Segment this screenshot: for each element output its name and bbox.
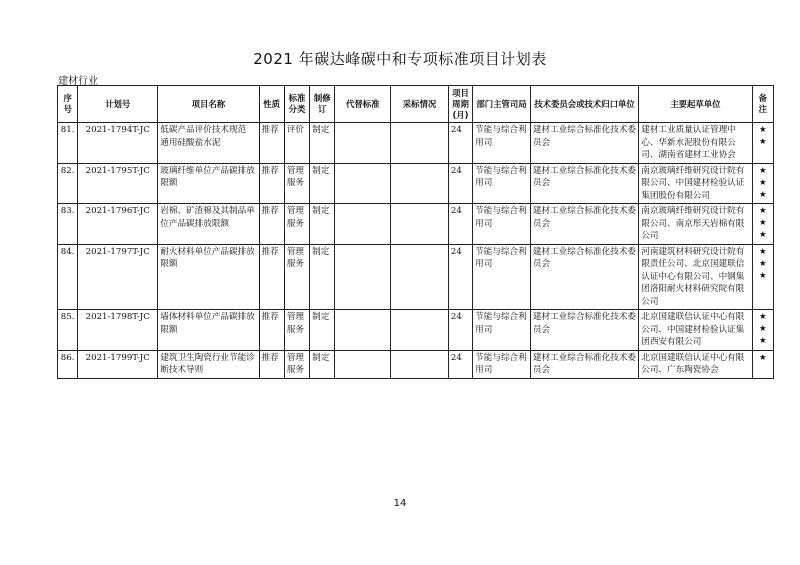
cell-nature: 推荐 bbox=[259, 163, 284, 204]
table-header-row bbox=[58, 86, 774, 123]
cell-project-name: 耐火材料单位产品碳排放限额 bbox=[158, 244, 259, 310]
cell-committee: 建材工业综合标准化技术委员会 bbox=[530, 310, 638, 351]
cell-period: 24 bbox=[448, 204, 472, 245]
header-project-name: 项目名称 bbox=[158, 86, 259, 123]
cell-revision: 制定 bbox=[310, 350, 335, 378]
cell-revision: 制定 bbox=[310, 244, 335, 310]
cell-seq: 81. bbox=[58, 123, 78, 164]
header-remark: 备注 bbox=[752, 86, 773, 123]
cell-category: 管理服务 bbox=[284, 244, 309, 310]
cell-seq: 86. bbox=[58, 350, 78, 378]
cell-plan-no: 2021-1797T-JC bbox=[78, 244, 158, 310]
cell-replace bbox=[335, 310, 391, 351]
cell-adopt bbox=[391, 310, 449, 351]
cell-nature: 推荐 bbox=[259, 310, 284, 351]
cell-plan-no: 2021-1799T-JC bbox=[78, 350, 158, 378]
cell-adopt bbox=[391, 123, 449, 164]
cell-project-name: 低碳产品评价技术规范 通用硅酸盐水泥 bbox=[158, 123, 259, 164]
table-row bbox=[58, 350, 774, 378]
table-row bbox=[58, 244, 774, 310]
cell-period: 24 bbox=[448, 310, 472, 351]
cell-nature: 推荐 bbox=[259, 123, 284, 164]
cell-replace bbox=[335, 123, 391, 164]
table-row bbox=[58, 204, 774, 245]
cell-revision: 制定 bbox=[310, 204, 335, 245]
cell-category: 管理服务 bbox=[284, 310, 309, 351]
cell-drafter: 北京国建联信认证中心有限公司、广东陶瓷协会 bbox=[639, 350, 752, 378]
cell-seq: 82. bbox=[58, 163, 78, 204]
cell-adopt bbox=[391, 204, 449, 245]
cell-drafter: 南京玻璃纤维研究设计院有限公司、南京彤天岩棉有限公司 bbox=[639, 204, 752, 245]
cell-nature: 推荐 bbox=[259, 204, 284, 245]
cell-seq: 84. bbox=[58, 244, 78, 310]
header-replace: 代替标准 bbox=[335, 86, 391, 123]
cell-replace bbox=[335, 163, 391, 204]
cell-period: 24 bbox=[448, 163, 472, 204]
cell-drafter: 北京国建联信认证中心有限公司、中国建材检验认证集团西安有限公司 bbox=[639, 310, 752, 351]
cell-drafter: 南京玻璃纤维研究设计院有限公司、中国建材检验认证集团股份有限公司 bbox=[639, 163, 752, 204]
cell-remark: ★ ★ ★ bbox=[752, 163, 773, 204]
cell-committee: 建材工业综合标准化技术委员会 bbox=[530, 204, 638, 245]
cell-dept: 节能与综合利用司 bbox=[473, 163, 531, 204]
standards-table bbox=[57, 85, 774, 379]
table-row bbox=[58, 163, 774, 204]
cell-drafter: 建材工业质量认证管理中心、华新水泥股份有限公司、湖南省建材工业协会 bbox=[639, 123, 752, 164]
cell-plan-no: 2021-1795T-JC bbox=[78, 163, 158, 204]
cell-dept: 节能与综合利用司 bbox=[473, 204, 531, 245]
cell-remark: ★ ★ ★ bbox=[752, 244, 773, 310]
cell-committee: 建材工业综合标准化技术委员会 bbox=[530, 163, 638, 204]
table-row bbox=[58, 123, 774, 164]
cell-dept: 节能与综合利用司 bbox=[473, 350, 531, 378]
cell-nature: 推荐 bbox=[259, 350, 284, 378]
cell-nature: 推荐 bbox=[259, 244, 284, 310]
cell-revision: 制定 bbox=[310, 123, 335, 164]
industry-label: 建材行业 bbox=[58, 76, 98, 87]
cell-period: 24 bbox=[448, 123, 472, 164]
table-row bbox=[58, 310, 774, 351]
page-number: 14 bbox=[393, 498, 407, 509]
cell-project-name: 玻璃纤维单位产品碳排放限额 bbox=[158, 163, 259, 204]
cell-plan-no: 2021-1796T-JC bbox=[78, 204, 158, 245]
cell-category: 管理服务 bbox=[284, 350, 309, 378]
cell-category: 管理服务 bbox=[284, 163, 309, 204]
cell-seq: 85. bbox=[58, 310, 78, 351]
cell-adopt bbox=[391, 244, 449, 310]
cell-period: 24 bbox=[448, 350, 472, 378]
cell-adopt bbox=[391, 350, 449, 378]
cell-revision: 制定 bbox=[310, 310, 335, 351]
cell-dept: 节能与综合利用司 bbox=[473, 244, 531, 310]
header-nature: 性质 bbox=[259, 86, 284, 123]
cell-committee: 建材工业综合标准化技术委员会 bbox=[530, 244, 638, 310]
cell-category: 评价 bbox=[284, 123, 309, 164]
page-title: 2021 年碳达峰碳中和专项标准项目计划表 bbox=[253, 50, 547, 68]
cell-adopt bbox=[391, 163, 449, 204]
cell-replace bbox=[335, 350, 391, 378]
cell-project-name: 建筑卫生陶瓷行业节能诊断技术导则 bbox=[158, 350, 259, 378]
cell-revision: 制定 bbox=[310, 163, 335, 204]
cell-remark: ★ bbox=[752, 350, 773, 378]
cell-dept: 节能与综合利用司 bbox=[473, 123, 531, 164]
cell-plan-no: 2021-1794T-JC bbox=[78, 123, 158, 164]
header-plan-no: 计划号 bbox=[78, 86, 158, 123]
cell-drafter: 河南建筑材料研究设计院有限责任公司、北京国建联信认证中心有限公司、中钢集团洛阳耐火材料研究院有限公司 bbox=[639, 244, 752, 310]
cell-period: 24 bbox=[448, 244, 472, 310]
header-drafter: 主要起草单位 bbox=[639, 86, 752, 123]
cell-seq: 83. bbox=[58, 204, 78, 245]
cell-plan-no: 2021-1798T-JC bbox=[78, 310, 158, 351]
cell-remark: ★ ★ bbox=[752, 123, 773, 164]
header-adopt: 采标情况 bbox=[391, 86, 449, 123]
cell-project-name: 岩棉、矿渣棉及其制品单位产品碳排放限额 bbox=[158, 204, 259, 245]
header-seq: 序号 bbox=[58, 86, 78, 123]
cell-dept: 节能与综合利用司 bbox=[473, 310, 531, 351]
cell-category: 管理服务 bbox=[284, 204, 309, 245]
header-category: 标准分类 bbox=[284, 86, 309, 123]
header-period: 项目周期(月) bbox=[448, 86, 472, 123]
cell-remark: ★ ★ ★ bbox=[752, 204, 773, 245]
header-revision: 制修订 bbox=[310, 86, 335, 123]
cell-committee: 建材工业综合标准化技术委员会 bbox=[530, 350, 638, 378]
cell-replace bbox=[335, 244, 391, 310]
cell-replace bbox=[335, 204, 391, 245]
cell-project-name: 墙体材料单位产品碳排放限额 bbox=[158, 310, 259, 351]
header-committee: 技术委员会或技术归口单位 bbox=[530, 86, 638, 123]
header-dept: 部门主管司局 bbox=[473, 86, 531, 123]
cell-committee: 建材工业综合标准化技术委员会 bbox=[530, 123, 638, 164]
cell-remark: ★ ★ ★ bbox=[752, 310, 773, 351]
